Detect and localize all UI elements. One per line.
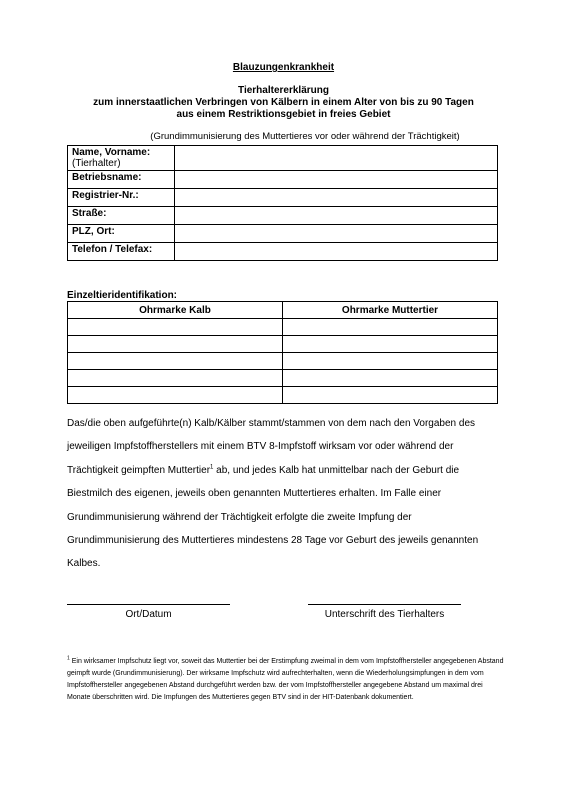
calf-eartag-cell[interactable] bbox=[68, 353, 283, 370]
table-row bbox=[68, 207, 498, 225]
title-line-2: zum innerstaatlichen Verbringen von Kälbern in einem Alter von bis zu 90 Tagen bbox=[93, 97, 474, 108]
table-row bbox=[68, 353, 498, 370]
table-row bbox=[68, 387, 498, 404]
place-date-label: Ort/Datum bbox=[125, 609, 172, 620]
phone-label: Telefon / Telefax: bbox=[68, 243, 175, 261]
document-title bbox=[0, 85, 567, 121]
table-row bbox=[68, 243, 498, 261]
street-field[interactable] bbox=[175, 207, 498, 225]
street-label: Straße: bbox=[68, 207, 175, 225]
table-header-row bbox=[68, 302, 498, 319]
calf-eartag-cell[interactable] bbox=[68, 387, 283, 404]
identification-table bbox=[67, 301, 498, 404]
table-row bbox=[68, 146, 498, 171]
signature-label: Unterschrift des Tierhalters bbox=[324, 609, 445, 620]
postal-field[interactable] bbox=[175, 225, 498, 243]
col-calf-header: Ohrmarke Kalb bbox=[68, 302, 283, 319]
footnote-ref: 1 bbox=[210, 464, 214, 471]
table-row bbox=[68, 370, 498, 387]
title-line-3: aus einem Restriktionsgebiet in freies Gebiet bbox=[176, 109, 391, 120]
register-label: Registrier-Nr.: bbox=[68, 189, 175, 207]
place-date-line[interactable] bbox=[67, 604, 230, 605]
name-field[interactable] bbox=[175, 146, 498, 171]
footnote bbox=[67, 656, 507, 704]
name-label bbox=[68, 146, 175, 171]
business-field[interactable] bbox=[175, 171, 498, 189]
postal-label: PLZ, Ort: bbox=[68, 225, 175, 243]
calf-eartag-cell[interactable] bbox=[68, 370, 283, 387]
declaration-part-1: Das/die oben aufgeführte(n) Kalb/Kälber stammt/stammen von dem nach den Vorgaben des jeweiligen Impfstoffherstellers mit einem BTV 8-Impfstoff wirksam vor oder während der Trächtigkeit geimpften Muttertier bbox=[67, 418, 476, 476]
business-label: Betriebsname: bbox=[68, 171, 175, 189]
register-field[interactable] bbox=[175, 189, 498, 207]
footnote-text: Ein wirksamer Impfschutz liegt vor, soweit das Muttertier bei der Erstimpfung zweimal in dem vom Impfstoffhersteller angegebenen Abstand geimpft wurde (Grundimmunisierung). Der wirksame Impfschutz wird aufrechterhalten, wenn die Wiederholungsimpfungen in dem vom Impfstoffhersteller angegebenen Abstand durchgeführt werden bzw. der vom Impfstoffhersteller angegebene Abstand um maximal drei Monate überschritten wird. Die Impfungen des Muttertieres gegen BTV sind in der HIT-Datenbank dokumentiert. bbox=[67, 658, 504, 701]
footnote-number: 1 bbox=[67, 655, 70, 662]
mother-eartag-cell[interactable] bbox=[283, 319, 498, 336]
table-row bbox=[68, 319, 498, 336]
calf-eartag-cell[interactable] bbox=[68, 319, 283, 336]
title-line-1: Tierhaltererklärung bbox=[238, 85, 329, 96]
document-heading: Blauzungenkrankheit bbox=[232, 62, 335, 73]
signature-line[interactable] bbox=[308, 604, 461, 605]
calf-eartag-cell[interactable] bbox=[68, 336, 283, 353]
owner-info-table bbox=[67, 145, 498, 261]
declaration-text bbox=[67, 412, 507, 576]
col-mother-header: Ohrmarke Muttertier bbox=[283, 302, 498, 319]
declaration-part-2: ab, und jedes Kalb hat unmittelbar nach der Geburt die Biestmilch des eigenen, jeweils oben genannten Muttertieres erhalten. Im Falle einer Grundimmunisierung während der Trächtigkeit erfolgte die zweite Impfung der Grundimmunisierung des Muttertieres mindestens 28 Tage vor Geburt des jeweils genannten Kalbes. bbox=[67, 464, 479, 570]
immunization-note: (Grundimmunisierung des Muttertieres vor oder während der Trächtigkeit) bbox=[150, 131, 460, 142]
table-row bbox=[68, 189, 498, 207]
table-row bbox=[68, 171, 498, 189]
mother-eartag-cell[interactable] bbox=[283, 370, 498, 387]
mother-eartag-cell[interactable] bbox=[283, 336, 498, 353]
name-label-text: Name, Vorname: bbox=[72, 147, 151, 158]
mother-eartag-cell[interactable] bbox=[283, 387, 498, 404]
name-label-sub: (Tierhalter) bbox=[72, 158, 121, 169]
identification-label: Einzeltieridentifikation: bbox=[67, 290, 178, 301]
mother-eartag-cell[interactable] bbox=[283, 353, 498, 370]
table-row bbox=[68, 225, 498, 243]
phone-field[interactable] bbox=[175, 243, 498, 261]
table-row bbox=[68, 336, 498, 353]
